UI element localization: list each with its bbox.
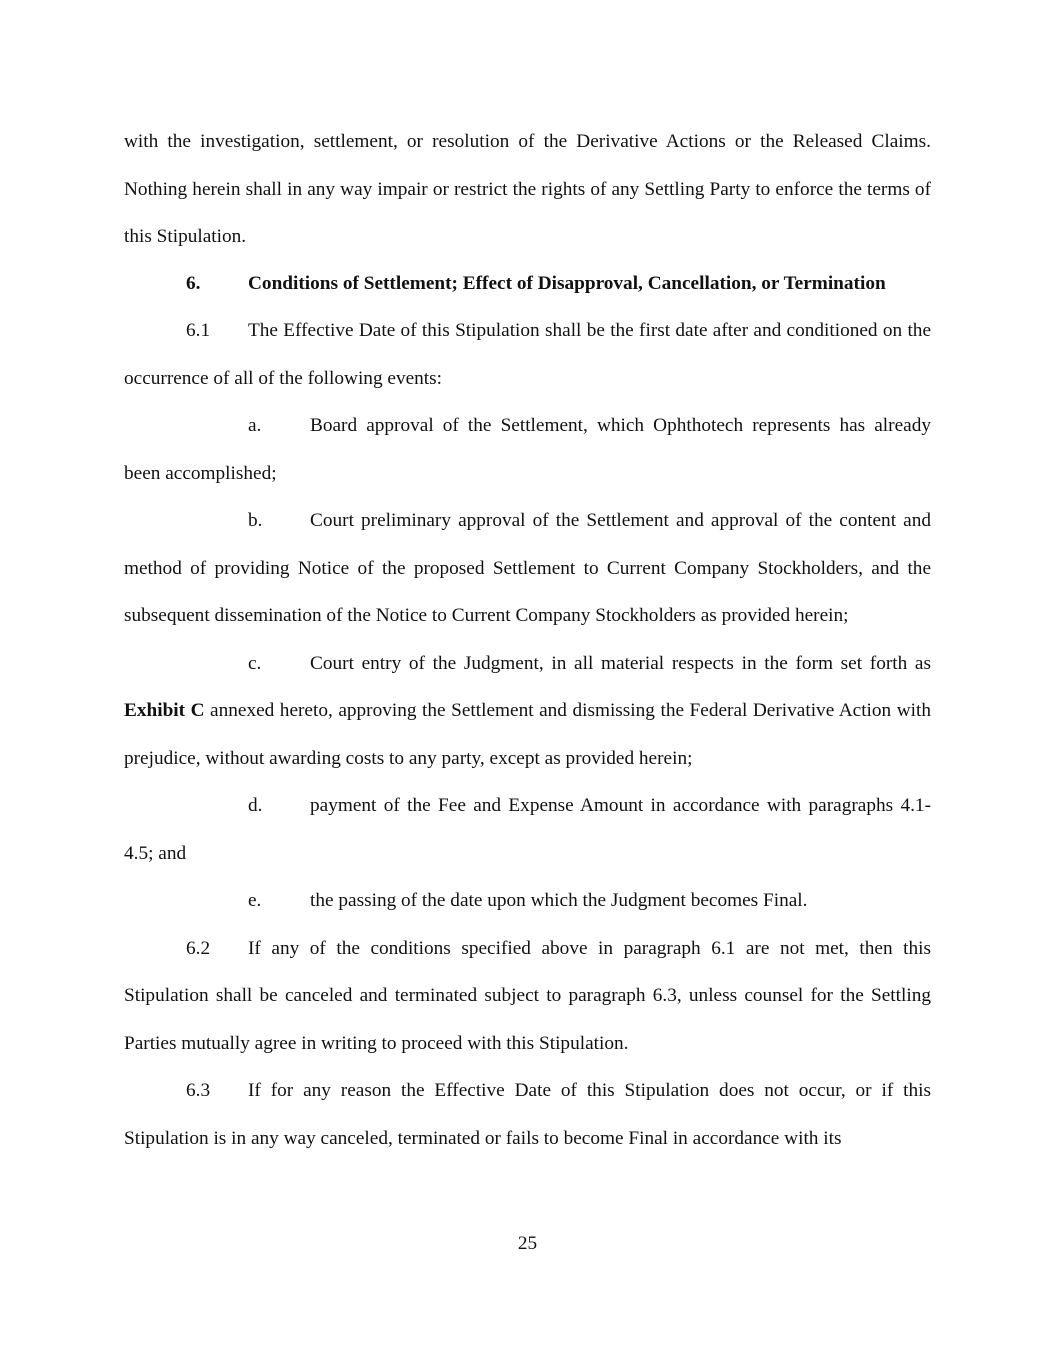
paragraph-6-1 bbox=[124, 307, 931, 402]
document-page bbox=[124, 118, 931, 1162]
item-d-text: payment of the Fee and Expense Amount in accordance with paragraphs 4.1-4.5; and bbox=[124, 795, 931, 864]
item-e bbox=[124, 877, 931, 925]
item-e-text: the passing of the date upon which the Judgment becomes Final. bbox=[310, 890, 808, 911]
item-b bbox=[124, 497, 931, 640]
page-number: 25 bbox=[517, 1233, 538, 1254]
intro-line-1: with the investigation, settlement, or resolution of the Derivative Actions or the Released Claims. bbox=[124, 131, 931, 152]
paragraph-6-2-number: 6.2 bbox=[186, 937, 211, 959]
paragraph-6-3-text: If for any reason the Effective Date of this Stipulation does not occur, or if this Stipulation is in any way canceled, terminated or fails to become Final in accordance with its bbox=[124, 1080, 931, 1149]
paragraph-6-3-number: 6.3 bbox=[186, 1080, 211, 1101]
intro-rest: Nothing herein shall in any way impair or restrict the rights of any Settling Party to enforce the terms of this Stipulation. bbox=[124, 178, 931, 247]
item-b-label: b. bbox=[248, 510, 263, 531]
paragraph-6-3 bbox=[124, 1067, 931, 1162]
item-d bbox=[124, 782, 931, 877]
item-a-label: a. bbox=[248, 415, 262, 436]
item-a-text: Board approval of the Settlement, which Ophthotech represents has already been accomplished; bbox=[124, 415, 931, 484]
item-c-text-before: Court entry of the Judgment, in all material respects in the form set forth as bbox=[310, 652, 931, 674]
intro-paragraph bbox=[124, 118, 931, 261]
exhibit-c-reference: Exhibit C bbox=[124, 700, 205, 721]
item-c-label: c. bbox=[248, 652, 262, 674]
paragraph-6-2 bbox=[124, 925, 931, 1068]
section-6-title: Conditions of Settlement; Effect of Disapproval, Cancellation, or Termination bbox=[248, 272, 886, 294]
section-6-heading bbox=[124, 260, 931, 308]
item-c bbox=[124, 640, 931, 783]
item-c-text-after: annexed hereto, approving the Settlement and dismissing the Federal Derivative Action with prejudice, without awarding costs to any party, except as provided herein; bbox=[124, 700, 931, 769]
item-a bbox=[124, 402, 931, 497]
paragraph-6-1-number: 6.1 bbox=[186, 320, 211, 341]
paragraph-6-1-text: The Effective Date of this Stipulation shall be the first date after and conditioned on the occurrence of all of the following events: bbox=[124, 320, 931, 389]
item-d-label: d. bbox=[248, 795, 263, 816]
paragraph-6-2-text: If any of the conditions specified above in paragraph 6.1 are not met, then this Stipulation shall be canceled and terminated subject to paragraph 6.3, unless counsel for the Settling Parties mutually agree in writing to proceed with this Stipulation. bbox=[124, 937, 931, 1054]
item-e-label: e. bbox=[248, 890, 262, 911]
section-6-number: 6. bbox=[186, 272, 201, 294]
item-b-text: Court preliminary approval of the Settlement and approval of the content and method of providing Notice of the proposed Settlement to Current Company Stockholders, and the subsequent dissemination of the Notice to Current Company Stockholders as provided herein; bbox=[124, 510, 931, 626]
